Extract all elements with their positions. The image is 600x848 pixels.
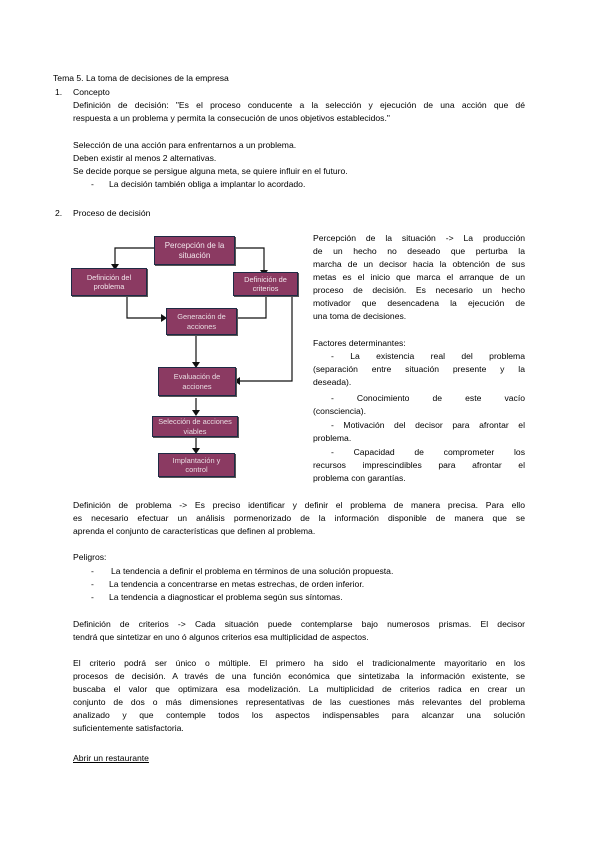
criterio-line6: suficientemente satisfactoria. [73, 723, 184, 733]
section1-heading: Concepto [73, 87, 110, 97]
percepcion-text-3: marcha de un decisor hacia la obtención de sus [313, 259, 525, 269]
factor2-line2: (consciencia). [313, 406, 367, 416]
connector-criterios-generacion [238, 296, 266, 318]
decision-definition-line1: Definición de decisión: "Es el proceso conducente a la selección y ejecución de una acción que dé [73, 100, 525, 110]
factor3-line1: - Motivación del decisor para afrontar el [331, 420, 525, 430]
decision-definition-line2: respuesta a un problema y permita la consecución de unos objetivos establecidos." [73, 113, 390, 123]
factor3-line2: problema. [313, 433, 352, 443]
criterios-line1: Definición de criterios -> Cada situación puede contemplarse bajo numerosos prismas. El decisor [73, 619, 525, 629]
criterio-line5: analizado y que contemple todos los aspectos indispensables para alcanzar una solución [73, 710, 525, 720]
percepcion-text-5: proceso de decisión. Es necesario un hecho [313, 285, 525, 295]
peligro-item-1: La tendencia a definir el problema en términos de una solución propuesta. [111, 566, 394, 576]
criterio-line1: El criterio podrá ser único o múltiple. El primero ha sido el tradicionalmente mayoritario en los [73, 658, 525, 668]
factor4-line2: recursos imprescindibles para afrontar el [313, 460, 525, 470]
box-seleccion-acciones: Selección de acciones viables [152, 416, 238, 437]
criterios-line2: tendrá que sintetizar en uno ó algunos criterios esa multiplicidad de aspectos. [73, 632, 369, 642]
peligros-title: Peligros: [73, 552, 107, 562]
box-evaluacion-acciones: Evaluación de acciones [158, 367, 236, 396]
section2-number: 2. [55, 208, 63, 218]
criterio-line2: procesos de decisión. A través de una función económica que sintetizaba la información existente, se [73, 671, 525, 681]
connector-problema-generacion [127, 296, 161, 318]
peligro-dash-1: - [91, 566, 94, 576]
factor4-line1: - Capacidad de comprometer los [331, 447, 525, 457]
concept-bullet: La decisión también obliga a implantar lo acordado. [109, 179, 306, 189]
factor4-line3: problema con garantías. [313, 473, 406, 483]
peligro-item-2: La tendencia a concentrarse en metas estrechas, de orden inferior. [109, 579, 365, 589]
percepcion-text-2: de un hecho no deseado que perturba la [313, 246, 525, 256]
problema-line3: aprenda el conjunto de características que definen al problema. [73, 526, 316, 536]
concept-point-1: Selección de una acción para enfrentarnos a un problema. [73, 140, 297, 150]
factor1-line1: - La existencia real del problema [331, 351, 525, 361]
percepcion-text-6: motivador que desencadena la ejecución de [313, 298, 525, 308]
connector-percepcion-problema [115, 248, 155, 264]
page-title: Tema 5. La toma de decisiones de la empresa [53, 73, 229, 83]
box-definicion-criterios: Definición de criterios [233, 272, 298, 296]
percepcion-text-4: metas es el inicio que marca el arranque de un [313, 272, 525, 282]
factor1-line3: deseada). [313, 377, 352, 387]
box-generacion-acciones: Generación de acciones [166, 308, 237, 335]
problema-line1: Definición de problema -> Es preciso identificar y definir el problema de manera precisa. Para ello [73, 500, 525, 510]
peligro-dash-2: - [91, 579, 94, 589]
factor1-line2: (separación entre situación presente y la [313, 364, 525, 374]
bullet-dash: - [91, 179, 94, 189]
box-percepcion: Percepción de la situación [154, 236, 235, 265]
section1-number: 1. [55, 87, 63, 97]
peligro-item-3: La tendencia a diagnosticar el problema según sus síntomas. [109, 592, 343, 602]
factor2-line1: - Conocimiento de este vacío [331, 393, 525, 403]
factores-title: Factores determinantes: [313, 338, 406, 348]
section2-heading: Proceso de decisión [73, 208, 151, 218]
problema-line2: es necesario efectuar un análisis pormenorizado de la información disponible de manera que se [73, 513, 525, 523]
box-implantacion-control: Implantación y control [158, 453, 235, 477]
abrir-restaurante-link[interactable]: Abrir un restaurante [73, 753, 149, 763]
criterio-line3: buscaba el valor que optimizara esa modelización. La multiplicidad de criterios radica en crear un [73, 684, 525, 694]
percepcion-text-1: Percepción de la situación -> La producción [313, 233, 525, 243]
peligro-dash-3: - [91, 592, 94, 602]
concept-point-3: Se decide porque se persigue alguna meta, se quiere influir en el futuro. [73, 166, 348, 176]
criterio-line4: conjunto de dos o más dimensiones representativas de las cuestiones más relevantes del problema [73, 697, 525, 707]
box-definicion-problema: Definición del problema [71, 268, 147, 296]
concept-point-2: Deben existir al menos 2 alternativas. [73, 153, 217, 163]
percepcion-text-7: una toma de decisiones. [313, 311, 407, 321]
